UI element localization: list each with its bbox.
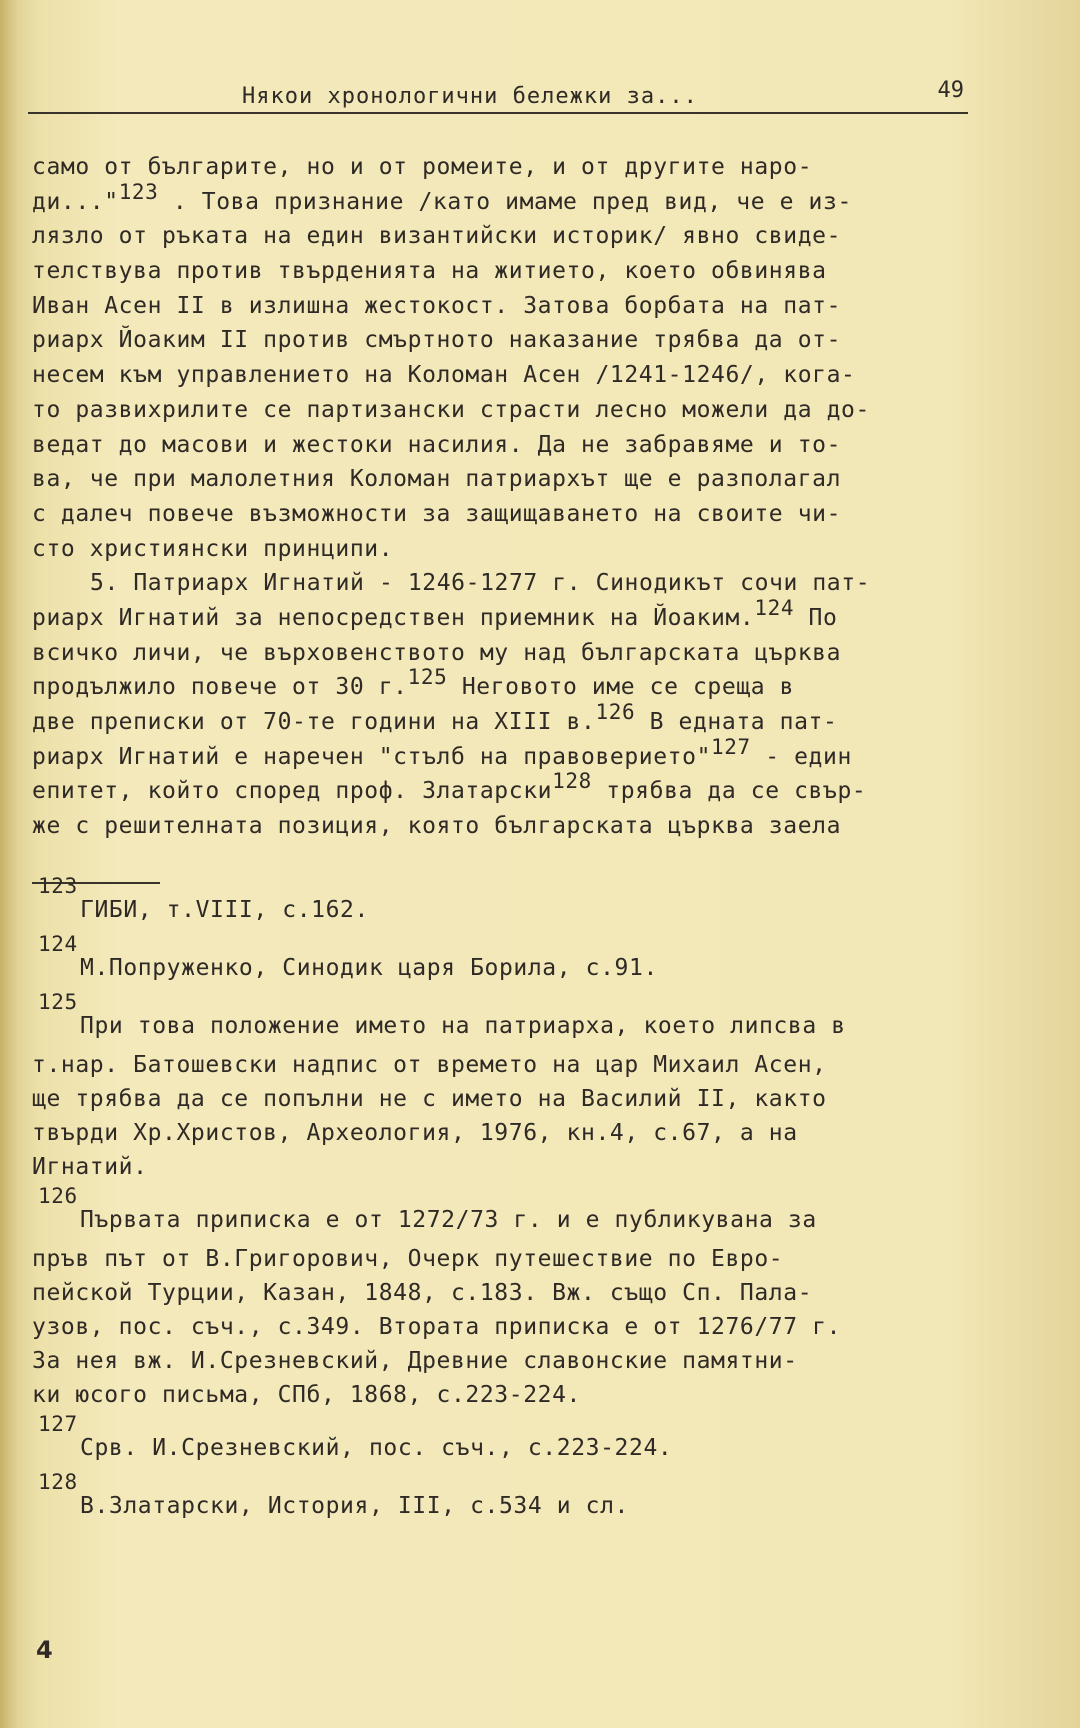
footnote-text: Първата приписка е от 1272/73 г. и е публикувана за xyxy=(80,1207,817,1233)
footnote-text: ки юсого письма, СПб, 1868, с.223-224. xyxy=(32,1382,581,1408)
text-line: продължило повече от 30 г.125 Неговото име се среща в xyxy=(32,665,795,701)
footnote-128 xyxy=(32,1470,982,1528)
running-title: Някои хронологични бележки за... xyxy=(242,84,698,109)
text-line: же с решителната позиция, която българската църква заела xyxy=(32,813,842,840)
footnote-ref-126[interactable]: 126 xyxy=(595,700,636,724)
footnote-number: 123 xyxy=(38,874,78,898)
footnote-ref-123[interactable]: 123 xyxy=(118,179,159,204)
text-line: епитет, който според проф. Златарски128 трябва да се свър- xyxy=(32,769,867,805)
text-line: ва, че при малолетния Коломан патриархът ще е разполагал xyxy=(32,466,842,493)
text-line: телствува против твърденията на житието, което обвинява xyxy=(32,258,827,285)
footnote-text: При това положение името на патриарха, което липсва в xyxy=(80,1013,846,1039)
footnote-text: пръв път от В.Григорович, Очерк путешествие по Евро- xyxy=(32,1246,784,1272)
text-line: несем към управлението на Коломан Асен /1241-1246/, кога- xyxy=(32,362,856,389)
text-line: риарх Йоаким II против смъртното наказание трябва да от- xyxy=(32,327,842,354)
sheet-number: 4 xyxy=(36,1636,53,1664)
text-line: две преписки от 70-те години на XIII в.126 В едната пат- xyxy=(32,700,838,735)
footnote-number: 128 xyxy=(38,1470,78,1494)
footnote-text: В.Златарски, История, III, с.534 и сл. xyxy=(80,1493,629,1519)
footnote-number: 125 xyxy=(38,990,78,1014)
text-line: с далеч повече възможности за защищаването на своите чи- xyxy=(32,500,842,527)
text-line: ди..."123 . Това признание /като имаме пред вид, че е из- xyxy=(32,179,852,215)
footnote-number: 126 xyxy=(38,1184,78,1208)
section-heading-line: 5. Патриарх Игнатий - 1246-1277 г. Синодикът сочи пат- xyxy=(90,570,871,597)
text-line: само от българите, но и от ромеите, и от другите наро- xyxy=(32,154,813,180)
footnote-text: т.нар. Батошевски надпис от времето на цар Михаил Асен, xyxy=(32,1052,827,1078)
footnote-125 xyxy=(32,990,982,1184)
text-line: то развихрилите се партизански страсти лесно можели да до- xyxy=(32,396,870,423)
footnote-124 xyxy=(32,932,982,990)
footnote-text: М.Попруженко, Синодик царя Борила, с.91. xyxy=(80,955,658,981)
page-number: 49 xyxy=(937,78,964,103)
text-line: сто християнски принципи. xyxy=(32,535,394,562)
main-text xyxy=(32,150,982,844)
text-line: ведат до масови и жестоки насилия. Да не забравяме и то- xyxy=(32,431,842,458)
footnote-number: 127 xyxy=(38,1412,78,1436)
footnote-text: узов, пос. съч., с.349. Втората приписка е от 1276/77 г. xyxy=(32,1314,842,1340)
footnote-ref-125[interactable]: 125 xyxy=(407,665,448,690)
text-line: риарх Игнатий е наречен "стълб на правоверието"127 - един xyxy=(32,734,852,770)
text-line: всичко личи, че върховенството му над българската църква xyxy=(32,639,842,666)
footnote-126 xyxy=(32,1184,982,1412)
footnote-text: ще трябва да се попълни не с името на Василий II, както xyxy=(32,1086,827,1112)
footnote-ref-124[interactable]: 124 xyxy=(754,595,795,620)
binding-edge xyxy=(0,0,18,1728)
footnote-text: пейской Турции, Казан, 1848, с.183. Вж. също Сп. Пала- xyxy=(32,1280,813,1306)
footnote-ref-128[interactable]: 128 xyxy=(552,769,592,794)
page-header xyxy=(28,78,968,114)
footnote-text: твърди Хр.Христов, Археология, 1976, кн.4, с.67, а на xyxy=(32,1120,798,1146)
footnote-text: За нея вж. И.Срезневский, Древние славонские памятни- xyxy=(32,1348,798,1374)
text-line: лязло от ръката на един византийски историк/ явно свиде- xyxy=(32,223,842,250)
footnote-text: Срв. И.Срезневский, пос. съч., с.223-224. xyxy=(80,1435,673,1461)
footnote-number: 124 xyxy=(38,932,78,956)
footnote-127 xyxy=(32,1412,982,1470)
footnote-123 xyxy=(32,874,982,932)
text-line: Иван Асен II в излишна жестокост. Затова борбата на пат- xyxy=(32,292,842,319)
footnote-text: Игнатий. xyxy=(32,1154,148,1180)
footnotes xyxy=(32,874,982,1542)
text-line: риарх Игнатий за непосредствен приемник на Йоаким.124 По xyxy=(32,595,838,631)
footnote-ref-127[interactable]: 127 xyxy=(711,734,751,759)
footnote-text: ГИБИ, т.VIII, с.162. xyxy=(80,897,369,923)
